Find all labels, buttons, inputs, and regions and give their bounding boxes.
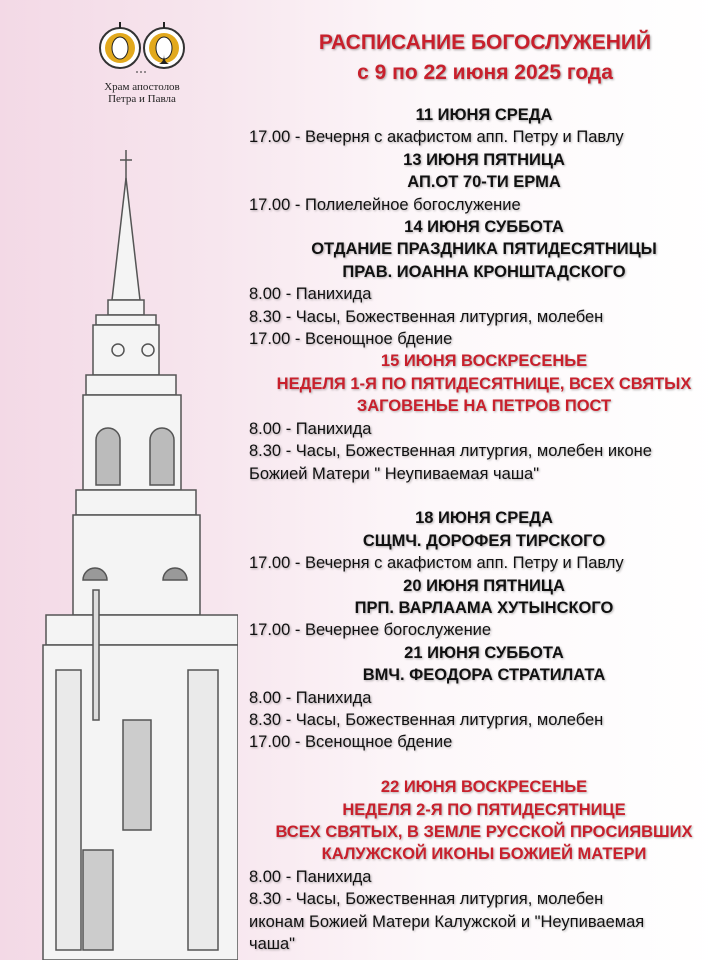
feast-title: НЕДЕЛЯ 2-Я ПО ПЯТИДЕСЯТНИЦЕ bbox=[342, 800, 626, 819]
service-item: 8.30 - Часы, Божественная литургия, молебен иконе bbox=[249, 442, 652, 461]
service-item: 8.00 - Панихида bbox=[249, 285, 372, 304]
feast-title: КАЛУЖСКОЙ ИКОНЫ БОЖИЕЙ МАТЕРИ bbox=[321, 845, 647, 864]
service-item: 8.30 - Часы, Божественная литургия, молебен bbox=[249, 307, 604, 326]
church-logo bbox=[96, 18, 188, 105]
service-item: Божией Матери " Неупиваемая чаша" bbox=[249, 464, 540, 483]
logo-caption-line1: Храм апостолов bbox=[104, 81, 180, 93]
service-item: 17.00 - Вечерня с акафистом апп. Петру и Павлу bbox=[249, 554, 624, 573]
service-item: 8.00 - Панихида bbox=[249, 688, 372, 707]
day-header: 13 ИЮНЯ ПЯТНИЦА bbox=[403, 150, 565, 169]
schedule-day bbox=[249, 575, 719, 642]
feast-title: НЕДЕЛЯ 1-Я ПО ПЯТИДЕСЯТНИЦЕ, ВСЕХ СВЯТЫХ bbox=[276, 374, 692, 393]
service-item: 17.00 - Всенощное бдение bbox=[249, 330, 453, 349]
feast-title: ВСЕХ СВЯТЫХ, В ЗЕМЛЕ РУССКОЙ ПРОСИЯВШИХ bbox=[275, 822, 693, 841]
schedule-day bbox=[249, 149, 719, 216]
service-item: иконам Божией Матери Калужской и "Неупиваемая bbox=[249, 912, 645, 931]
service-item: 8.30 - Часы, Божественная литургия, молебен bbox=[249, 890, 604, 909]
service-item: 17.00 - Полиелейное богослужение bbox=[249, 195, 521, 214]
day-header: 11 ИЮНЯ СРЕДА bbox=[415, 106, 553, 124]
title-line1: РАСПИСАНИЕ БОГОСЛУЖЕНИЙ bbox=[318, 31, 652, 54]
day-header: 15 ИЮНЯ ВОСКРЕСЕНЬЕ bbox=[380, 352, 588, 371]
spacer bbox=[249, 485, 719, 507]
day-header: 21 ИЮНЯ СУББОТА bbox=[404, 643, 564, 662]
schedule-day bbox=[249, 350, 719, 507]
schedule-day bbox=[249, 507, 719, 574]
title-line2: с 9 по 22 июня 2025 года bbox=[357, 61, 613, 84]
feast-title: ПРП. ВАРЛААМА ХУТЫНСКОГО bbox=[354, 598, 614, 617]
schedule-day bbox=[249, 216, 719, 350]
service-item: 8.30 - Часы, Божественная литургия, молебен bbox=[249, 710, 604, 729]
day-header: 14 ИЮНЯ СУББОТА bbox=[404, 218, 564, 237]
service-item: чаша" bbox=[249, 935, 296, 953]
service-item: 8.00 - Панихида bbox=[249, 419, 372, 438]
feast-title: АП.ОТ 70-ТИ ЕРМА bbox=[407, 173, 561, 192]
feast-title: ЗАГОВЕНЬЕ НА ПЕТРОВ ПОСТ bbox=[356, 397, 612, 416]
service-item: 17.00 - Вечерня с акафистом апп. Петру и Павлу bbox=[249, 128, 624, 147]
feast-title: ОТДАНИЕ ПРАЗДНИКА ПЯТИДЕСЯТНИЦЫ bbox=[311, 240, 657, 259]
service-item: 8.00 - Панихида bbox=[249, 867, 372, 886]
feast-title: СЩМЧ. ДОРОФЕЯ ТИРСКОГО bbox=[362, 531, 606, 550]
bell-tower-illustration bbox=[38, 150, 238, 960]
feast-title: ПРАВ. ИОАННА КРОНШТАДСКОГО bbox=[342, 262, 626, 281]
day-header: 18 ИЮНЯ СРЕДА bbox=[415, 509, 553, 528]
schedule-day bbox=[249, 642, 719, 776]
schedule-day bbox=[249, 104, 719, 149]
page-title bbox=[250, 28, 720, 88]
logo-caption-line2: Петра и Павла bbox=[108, 93, 176, 105]
schedule-day bbox=[249, 776, 719, 955]
apostles-icons-logo bbox=[96, 18, 188, 76]
service-item: 17.00 - Вечернее богослужение bbox=[249, 621, 492, 640]
schedule-list bbox=[249, 104, 719, 955]
day-header: 20 ИЮНЯ ПЯТНИЦА bbox=[403, 576, 565, 595]
service-item: 17.00 - Всенощное бдение bbox=[249, 733, 453, 752]
spacer bbox=[249, 754, 719, 776]
day-header: 22 ИЮНЯ ВОСКРЕСЕНЬЕ bbox=[380, 778, 588, 797]
feast-title: ВМЧ. ФЕОДОРА СТРАТИЛАТА bbox=[362, 666, 606, 685]
